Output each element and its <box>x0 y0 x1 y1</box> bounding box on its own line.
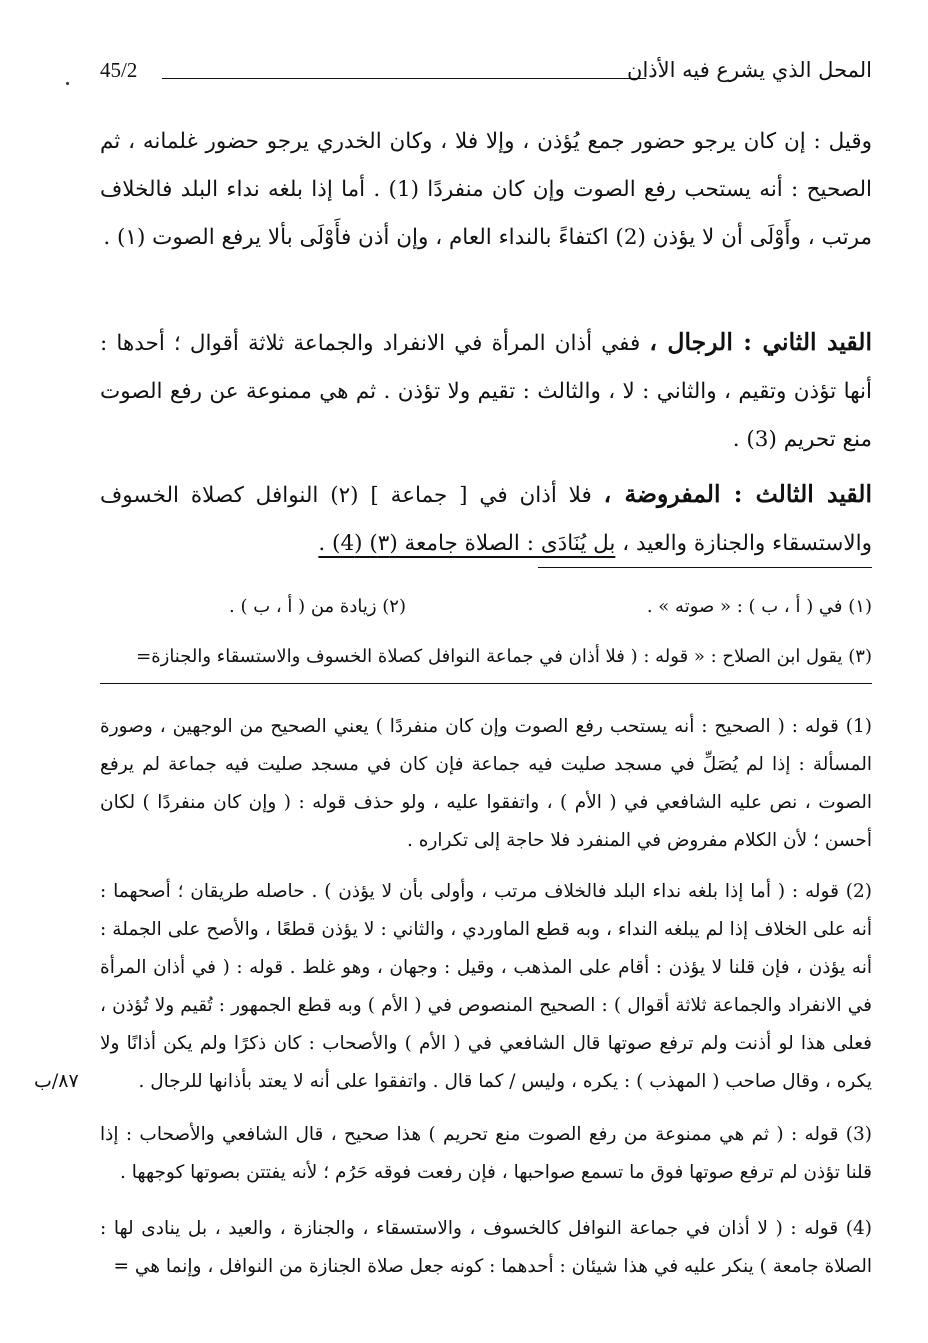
header-rule <box>162 78 646 79</box>
margin-dot <box>66 82 69 85</box>
footnote-2: (٢) زيادة من ( أ ، ب ) . <box>229 596 406 617</box>
body-paragraph-1: وقيل : إن كان يرجو حضور جمع يُؤذن ، وإلا فلا ، وكان الخدري يرجو حضور غلمانه ، ثم الصحيح : أنه يستحب رفع الصوت وإن كان منفردًا (1) . أما إذا بلغه نداء البلد فالخلاف مرتب ، وأَوْلَى أن لا يؤذن (2) اكتفاءً بالنداء العام ، وإن أذن فأَوْلَى بألا يرفع الصوت (١) . <box>100 129 873 250</box>
commentary-separator <box>100 683 872 684</box>
para-3-text-a: فلا أذان في [ جماعة ] (٢) النوافل كصلاة الخسوف والاستسقاء والجنازة والعيد ، <box>100 483 872 556</box>
para-3-text-b: بل يُنَادَى : الصلاة جامعة (٣) (4) . <box>318 531 616 556</box>
footnote-1: (١) في ( أ ، ب ) : « صوته » . <box>646 596 872 617</box>
footnote-3: (٣) يقول ابن الصلاح : « قوله : ( فلا أذان في جماعة النوافل كصلاة الخسوف والاستسقاء والجنازة= <box>136 646 872 667</box>
manuscript-folio-marker: ٨٧/ب <box>34 1070 79 1092</box>
para-3-heading: القيد الثالث : المفروضة ، <box>603 480 872 508</box>
footnote-separator <box>538 567 872 568</box>
running-title: المحل الذي يشرع فيه الأذان <box>627 58 872 82</box>
page-header <box>100 58 872 92</box>
body-paragraph-3 <box>100 470 872 568</box>
page-number: 45/2 <box>100 58 138 82</box>
para-2-heading: القيد الثاني : الرجال ، <box>649 328 872 356</box>
commentary-note-1: (1) قوله : ( الصحيح : أنه يستحب رفع الصوت وإن كان منفردًا ) يعني الصحيح من الوجهين ، وصورة المسألة : إذا لم يُصَلِّ في مسجد صليت فيه جماعة فإن كان في مسجد صليت فيه جماعة لم يرفع الصوت ، نص عليه الشافعي في ( الأم ) ، واتفقوا عليه ، ولو حذف قوله : ( وإن كان منفردًا ) لكان أحسن ؛ لأن الكلام مفروض في المنفرد فلا حاجة إلى تكراره . <box>100 716 872 851</box>
body-paragraph-2 <box>100 318 872 464</box>
commentary-note-4: (4) قوله : ( لا أذان في جماعة النوافل كالخسوف ، والاستسقاء ، والجنازة ، والعيد ، بل ينادى لها : الصلاة جامعة ) ينكر عليه في هذا شيئان : أحدهما : كونه جعل صلاة الجنازة من النوافل ، وإنما هي = <box>100 1218 872 1277</box>
commentary-note-2: (2) قوله : ( أما إذا بلغه نداء البلد فالخلاف مرتب ، وأولى بأن لا يؤذن ) . حاصله طريقان ؛ أصحهما : أنه على الخلاف إذا لم يبلغه النداء ، وبه قطع الماوردي ، والثاني : لا يؤذن قطعًا ، والأصح على الجملة : أنه يؤذن ، فإن قلنا لا يؤذن : أقام على المذهب ، وقيل : وجهان ، وهو غلط . قوله : ( في أذان المرأة في الانفراد والجماعة ثلاثة أقوال ) : الصحيح المنصوص في ( الأم ) وبه قطع الجمهور : تُقيم ولا تُؤذن ، فعلى هذا لو أذنت ولم ترفع صوتها قال الشافعي في ( الأم ) والأصحاب : كان ذكرًا ولم يكن أذانًا ولا يكره ، وقال صاحب ( المهذب ) : يكره ، وليس / كما قال . واتفقوا على أنه لا يعتد بأذانها للرجال . <box>100 881 872 1092</box>
para-2-text: ففي أذان المرأة في الانفراد والجماعة ثلاثة أقوال ؛ أحدها : أنها تؤذن وتقيم ، والثاني : لا ، والثالث : تقيم ولا تؤذن . ثم هي ممنوعة عن رفع الصوت منع تحريم (3) . <box>100 331 872 452</box>
commentary-note-3: (3) قوله : ( ثم هي ممنوعة من رفع الصوت منع تحريم ) هذا صحيح ، قال الشافعي والأصحاب : إذا قلنا تؤذن لم ترفع صوتها فوق ما تسمع صواحبها ، فإن رفعت فوقه حَرُم ؛ لأنه يفتتن بصوتها كوجهها . <box>100 1124 872 1183</box>
